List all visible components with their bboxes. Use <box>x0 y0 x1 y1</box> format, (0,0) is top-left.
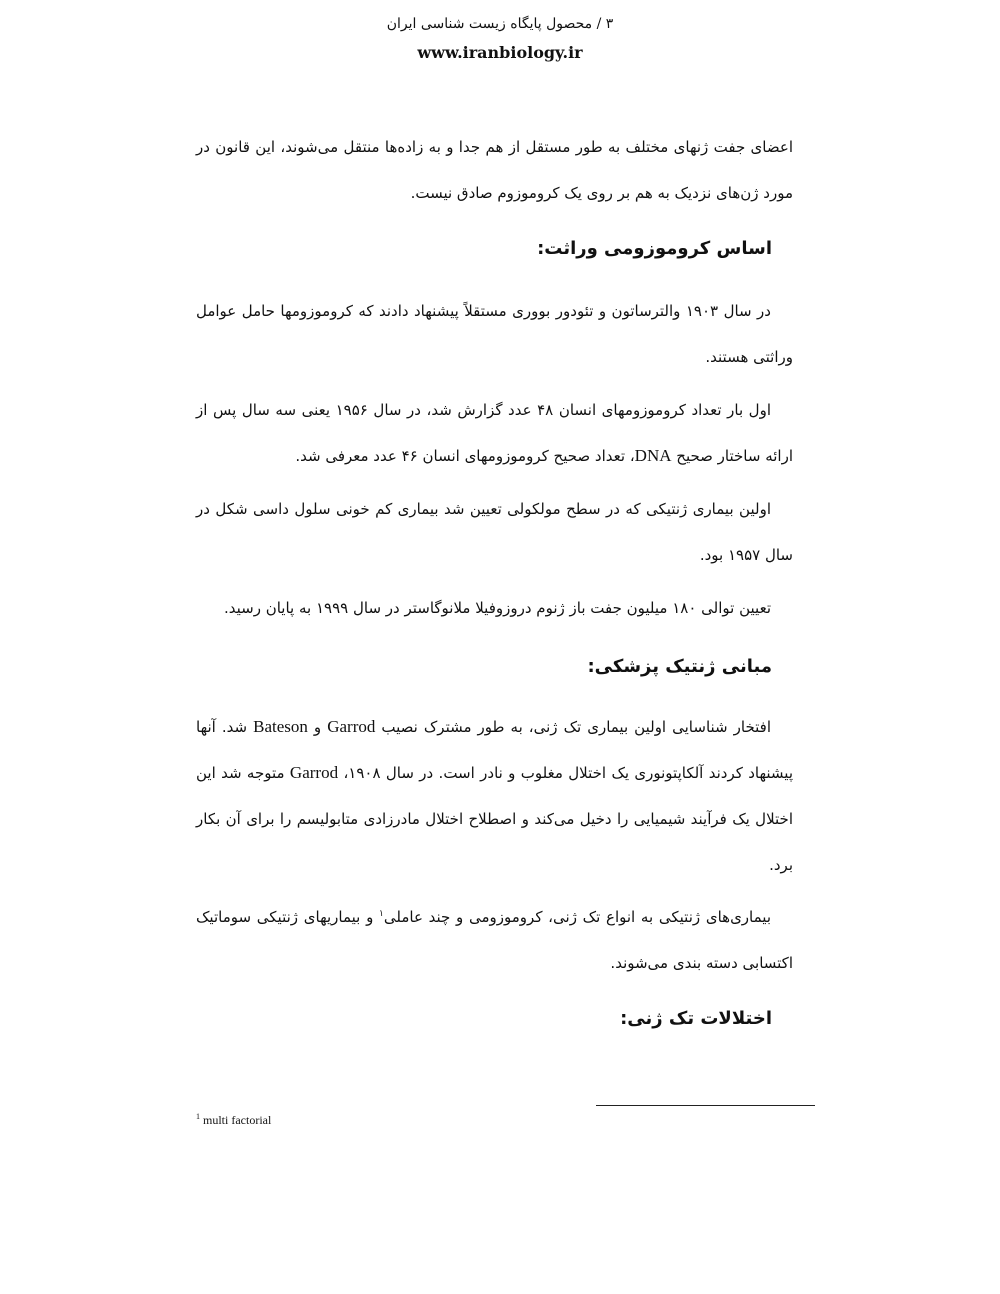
paragraph-disease-categories <box>196 894 793 986</box>
heading-single-gene-disorders: اختلالات تک ژنی: <box>620 1008 772 1029</box>
paragraph-drosophila-genome: تعیین توالی ۱۸۰ میلیون جفت باز ژنوم دروزوفیلا ملانوگاستر در سال ۱۹۹۹ به پایان رسید. <box>223 599 771 617</box>
paragraph-chromosome-count-part1: اول بار تعداد کروموزومهای انسان ۴۸ عدد گزارش شد، در سال ۱۹۵۶ یعنی سه سال پس از ارائه ساختار صحیح <box>196 401 793 465</box>
footnote-number: 1 <box>196 1112 200 1121</box>
footnote <box>196 1112 271 1128</box>
garrod-term: Garrod <box>327 717 376 736</box>
page-header-title: ۳ / محصول پایگاه زیست شناسی ایران <box>386 16 614 32</box>
paragraph-chromosome-count-part2: ، تعداد صحیح کروموزومهای انسان ۴۶ عدد معرفی شد. <box>295 447 635 465</box>
footnote-divider <box>596 1105 815 1106</box>
paragraph-garrod-part1: افتخار شناسایی اولین بیماری تک ژنی، به طور مشترک نصیب <box>375 718 772 736</box>
paragraph-categories-part2: و بیماریهای ژنتیکی سوماتیک اکتسابی دسته بندی می‌شوند. <box>196 908 793 972</box>
footnote-reference[interactable]: ۱ <box>379 909 384 919</box>
heading-chromosomal-basis: اساس کروموزومی وراثت: <box>537 238 772 259</box>
paragraph-independent-assortment: اعضای جفت ژنهای مختلف به طور مستقل از هم جدا و به زاده‌ها منتقل می‌شوند، این قانون در مورد ژن‌های نزدیک به هم بر روی یک کروموزوم صادق نیست. <box>196 138 793 202</box>
page-header-url: www.iranbiology.ir <box>417 43 583 62</box>
paragraph-garrod-bateson <box>196 704 793 888</box>
paragraph-categories-part1: بیماری‌های ژنتیکی به انواع تک ژنی، کروموزومی و چند عاملی <box>383 908 771 926</box>
paragraph-sutton-boveri: در سال ۱۹۰۳ والترساتون و تئودور بووری مستقلاً پیشنهاد دادند که کروموزومها حامل عوامل وراثتی هستند. <box>196 302 793 366</box>
paragraph-garrod-part2: شد. آنها پیشنهاد کردند آلکاپتونوری یک اختلال مغلوب و نادر است. در سال ۱۹۰۸، <box>196 718 793 782</box>
paragraph-garrod-part3: متوجه شد این اختلال یک فرآیند شیمیایی را دخیل می‌کند و اصطلاح اختلال مادرزادی متابولیسم را برای آن بکار برد. <box>196 764 793 874</box>
dna-term: DNA <box>634 446 672 465</box>
bateson-term: Bateson <box>253 717 308 736</box>
garrod-term-second: Garrod <box>289 763 339 782</box>
paragraph-chromosome-count <box>196 387 793 479</box>
paragraph-garrod-and: و <box>307 718 328 736</box>
footnote-text: multi factorial <box>203 1113 272 1127</box>
paragraph-sickle-cell: اولین بیماری ژنتیکی که در سطح مولکولی تعیین شد بیماری کم خونی سلول داسی شکل در سال ۱۹۵۷ بود. <box>196 500 793 564</box>
heading-medical-genetics: مبانی ژنتیک پزشکی: <box>587 656 772 677</box>
